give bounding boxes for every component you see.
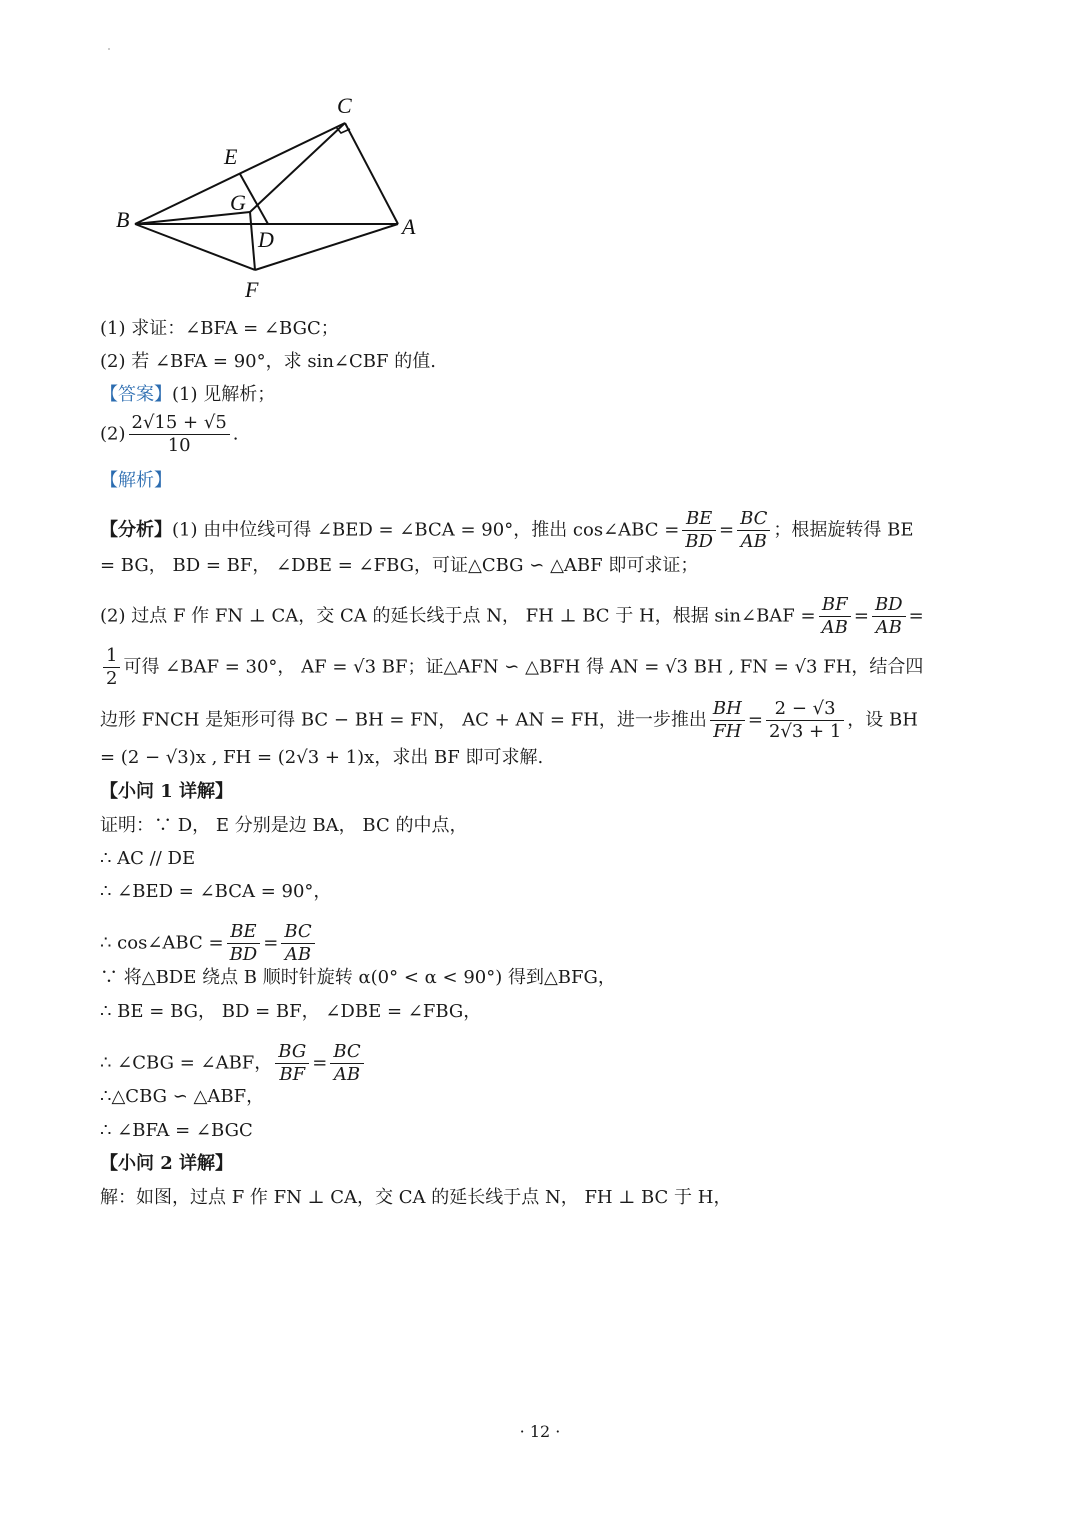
sub2-tag: 【小问 2 详解】	[100, 1153, 234, 1174]
sub2-step-1: 解：如图，过点 F 作 FN ⊥ CA，交 CA 的延长线于点 N， FH ⊥ BC 于 H，	[100, 1187, 732, 1208]
analysis-line-3	[100, 594, 924, 639]
sub1-step-9: ∴ ∠BFA = ∠BGC	[100, 1120, 253, 1141]
analysis-line-2: = BG， BD = BF， ∠DBE = ∠FBG，可证△CBG ∽ △ABF 即可求证；	[100, 555, 699, 576]
answer-2-numerator: 2√15 + √5	[129, 412, 230, 435]
label-D: D	[258, 227, 274, 252]
answer-line-1	[100, 382, 275, 408]
frac-num: BE	[227, 921, 261, 944]
frac-den: AB	[875, 617, 902, 638]
answer-2-denominator: 10	[167, 435, 191, 456]
frac-den: AB	[821, 617, 848, 638]
segment-GF	[250, 212, 255, 270]
fraction-BE-BD	[682, 508, 716, 553]
fraction-BE-BD	[227, 921, 261, 966]
analysis-text-5b: ，设 BH	[847, 709, 918, 731]
answer-2-prefix: (2)	[100, 423, 126, 445]
fraction-BC-AB	[330, 1041, 363, 1086]
sub1-step-5: ∵ 将△BDE 绕点 B 顺时针旋转 α(0° < α < 90°) 得到△BFG，	[100, 967, 616, 988]
fraction-BG-BF	[275, 1041, 309, 1086]
answer-line-2	[100, 412, 239, 457]
sub1-step-7-text: ∴ ∠CBG = ∠ABF，	[100, 1052, 273, 1074]
label-A: A	[402, 214, 416, 239]
frac-den: BD	[229, 944, 258, 965]
analysis-line-6: = (2 − √3)x , FH = (2√3 + 1)x，求出 BF 即可求解.	[100, 747, 544, 768]
equals-sign: =	[263, 932, 279, 954]
equals-sign: =	[747, 709, 763, 731]
frac-den: AB	[333, 1064, 361, 1085]
frac-num: BE	[682, 508, 716, 531]
label-F: F	[245, 277, 259, 302]
sub1-step-8: ∴△CBG ∽ △ABF，	[100, 1086, 265, 1107]
frac-num: BC	[330, 1041, 363, 1064]
analysis-line-5	[100, 698, 918, 743]
sub1-step-4	[100, 921, 318, 966]
triangle-diagram	[100, 88, 440, 303]
equals-sign: =	[312, 1052, 328, 1074]
fraction-one-half	[103, 645, 120, 690]
frac-num: BH	[710, 698, 745, 721]
question-2: (2) 若 ∠BFA = 90°，求 sin∠CBF 的值.	[100, 351, 436, 372]
analysis-line-4	[100, 645, 923, 690]
fraction-BC-AB	[281, 921, 314, 966]
answer-2-fraction	[129, 412, 230, 457]
fraction-BD-AB	[872, 594, 906, 639]
page-number: · 12 ·	[519, 1422, 561, 1441]
frac-num: BG	[275, 1041, 309, 1064]
sub1-tag: 【小问 1 详解】	[100, 781, 234, 802]
fraction-BH-FH	[710, 698, 745, 743]
analysis-text-4: 可得 ∠BAF = 30°， AF = √3 BF；证△AFN ∽ △BFH 得 AN = √3 BH , FN = √3 FH，结合四	[123, 656, 924, 678]
frac-num: BF	[819, 594, 851, 617]
sub1-step-6: ∴ BE = BG， BD = BF， ∠DBE = ∠FBG，	[100, 1001, 482, 1022]
equals-sign: =	[908, 605, 924, 627]
frac-den: FH	[713, 721, 742, 742]
answer-2-suffix: .	[232, 423, 239, 445]
question-1: (1) 求证：∠BFA = ∠BGC；	[100, 318, 339, 339]
frac-num: BD	[872, 594, 906, 617]
answer-tag: 【答案】	[100, 384, 172, 405]
fraction-BF-AB	[819, 594, 851, 639]
frac-den: 2	[106, 668, 118, 689]
geometry-figure	[100, 88, 440, 303]
segment-FA	[255, 224, 398, 270]
segment-CA	[345, 123, 398, 224]
frac-den: BD	[685, 531, 713, 552]
segment-GC	[250, 123, 345, 212]
sub1-step-3: ∴ ∠BED = ∠BCA = 90°，	[100, 881, 332, 902]
answer-1: (1) 见解析；	[172, 384, 276, 405]
sub1-step-7	[100, 1041, 367, 1086]
frac-den: AB	[740, 531, 767, 552]
frac-den: BF	[279, 1064, 306, 1085]
frac-num: BC	[737, 508, 770, 531]
sub1-step-4-text: ∴ cos∠ABC =	[100, 932, 224, 954]
frac-num: 1	[103, 645, 120, 668]
analysis-text-1a: (1) 由中位线可得 ∠BED = ∠BCA = 90°，推出 cos∠ABC =	[172, 519, 680, 541]
analysis-tag: 【分析】	[100, 519, 172, 541]
frac-num: BC	[281, 921, 314, 944]
jiexi-tag: 【解析】	[100, 470, 172, 491]
fraction-BC-AB	[737, 508, 770, 553]
analysis-text-5a: 边形 FNCH 是矩形可得 BC − BH = FN， AC + AN = FH，进一步推出	[100, 709, 707, 731]
analysis-text-3a: (2) 过点 F 作 FN ⊥ CA，交 CA 的延长线于点 N， FH ⊥ BC 于 H，根据 sin∠BAF =	[100, 605, 816, 627]
frac-num: 2 − √3	[766, 698, 844, 721]
label-E: E	[224, 144, 238, 169]
page-speck	[108, 48, 110, 50]
equals-sign: =	[853, 605, 869, 627]
segment-BF	[135, 224, 255, 270]
label-G: G	[230, 190, 246, 215]
analysis-text-1b: ；根据旋转得 BE	[773, 519, 914, 541]
label-B: B	[116, 207, 130, 232]
frac-den: AB	[284, 944, 312, 965]
sub1-step-1: 证明：∵ D， E 分别是边 BA， BC 的中点，	[100, 815, 468, 836]
equals-sign: =	[718, 519, 735, 541]
sub1-step-2: ∴ AC // DE	[100, 848, 196, 869]
label-C: C	[337, 93, 352, 118]
analysis-line-1	[100, 508, 914, 553]
frac-den: 2√3 + 1	[768, 721, 842, 742]
fraction-ratio	[766, 698, 844, 743]
